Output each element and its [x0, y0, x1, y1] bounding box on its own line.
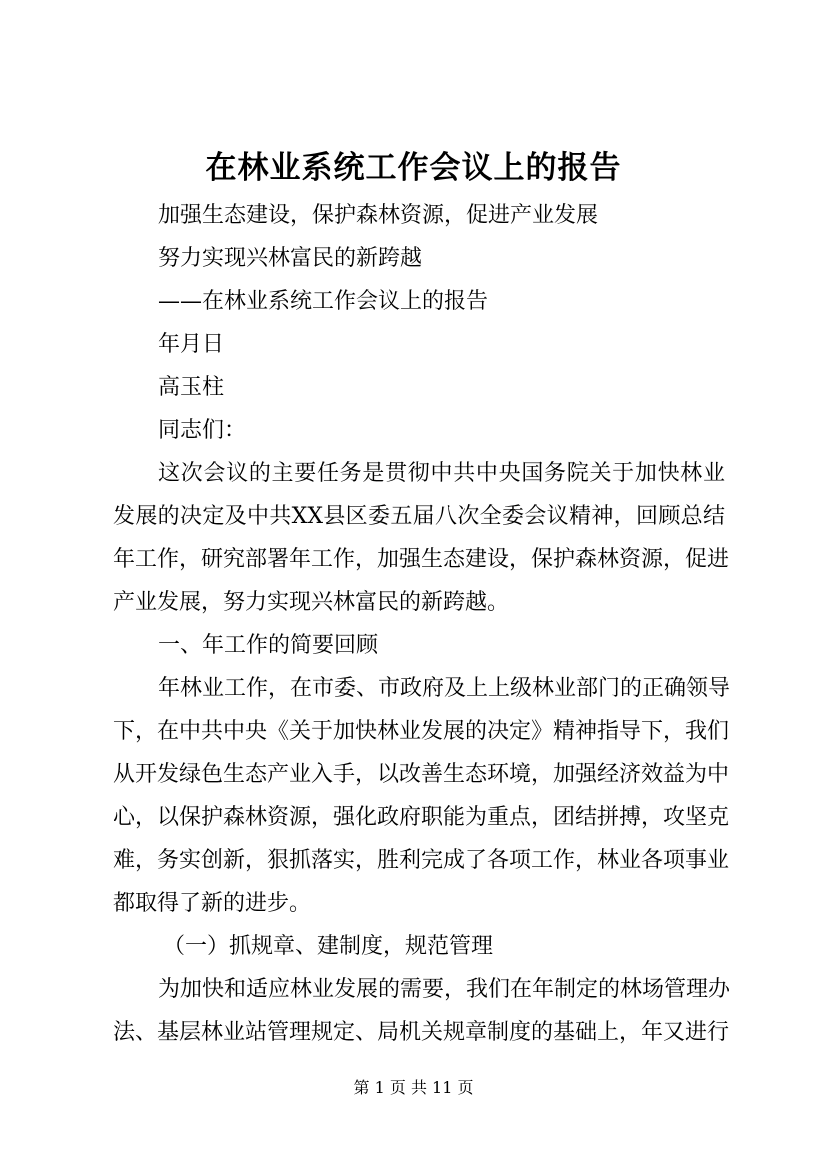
paragraph-line: 年工作，研究部署年工作，加强生态建设，保护森林资源，促进: [113, 547, 730, 572]
paragraph-line: 法、基层林业站管理规定、局机关规章制度的基础上，年又进行: [113, 1020, 730, 1045]
paragraph-line: 下，在中共中央《关于加快林业发展的决定》精神指导下，我们: [113, 719, 730, 744]
paragraph-line: 发展的决定及中共XX县区委五届八次全委会议精神，回顾总结: [113, 504, 725, 529]
paragraph-line: 年林业工作，在市委、市政府及上上级林业部门的正确领导: [158, 676, 731, 701]
subsection-heading: （一）抓规章、建制度，规范管理: [163, 934, 494, 959]
paragraph-line: 心，以保护森林资源，强化政府职能为重点，团结拼搏，攻坚克: [113, 805, 730, 830]
author-line: 高玉柱: [158, 375, 225, 400]
paragraph-line: 都取得了新的进步。: [113, 891, 312, 916]
page-number-footer: 第 1 页 共 11 页: [353, 1078, 474, 1097]
document-title: 在林业系统工作会议上的报告: [205, 150, 622, 186]
paragraph-line: 这次会议的主要任务是贯彻中共中央国务院关于加快林业: [158, 461, 725, 486]
paragraph-line: 从开发绿色生态产业入手，以改善生态环境，加强经济效益为中: [113, 762, 730, 787]
subtitle-line: ——在林业系统工作会议上的报告: [158, 289, 489, 314]
subtitle-line: 加强生态建设，保护森林资源，促进产业发展: [158, 203, 599, 228]
subtitle-line: 努力实现兴林富民的新跨越: [158, 246, 423, 271]
section-heading: 一、年工作的简要回顾: [158, 633, 379, 658]
paragraph-line: 为加快和适应林业发展的需要，我们在年制定的林场管理办: [158, 977, 731, 1002]
paragraph-line: 产业发展，努力实现兴林富民的新跨越。: [113, 590, 510, 615]
document-body: [113, 194, 731, 1054]
paragraph-line: 难，务实创新，狠抓落实，胜利完成了各项工作，林业各项事业: [113, 848, 730, 873]
salutation-line: 同志们：: [158, 418, 247, 443]
date-line: 年月日: [158, 332, 225, 357]
